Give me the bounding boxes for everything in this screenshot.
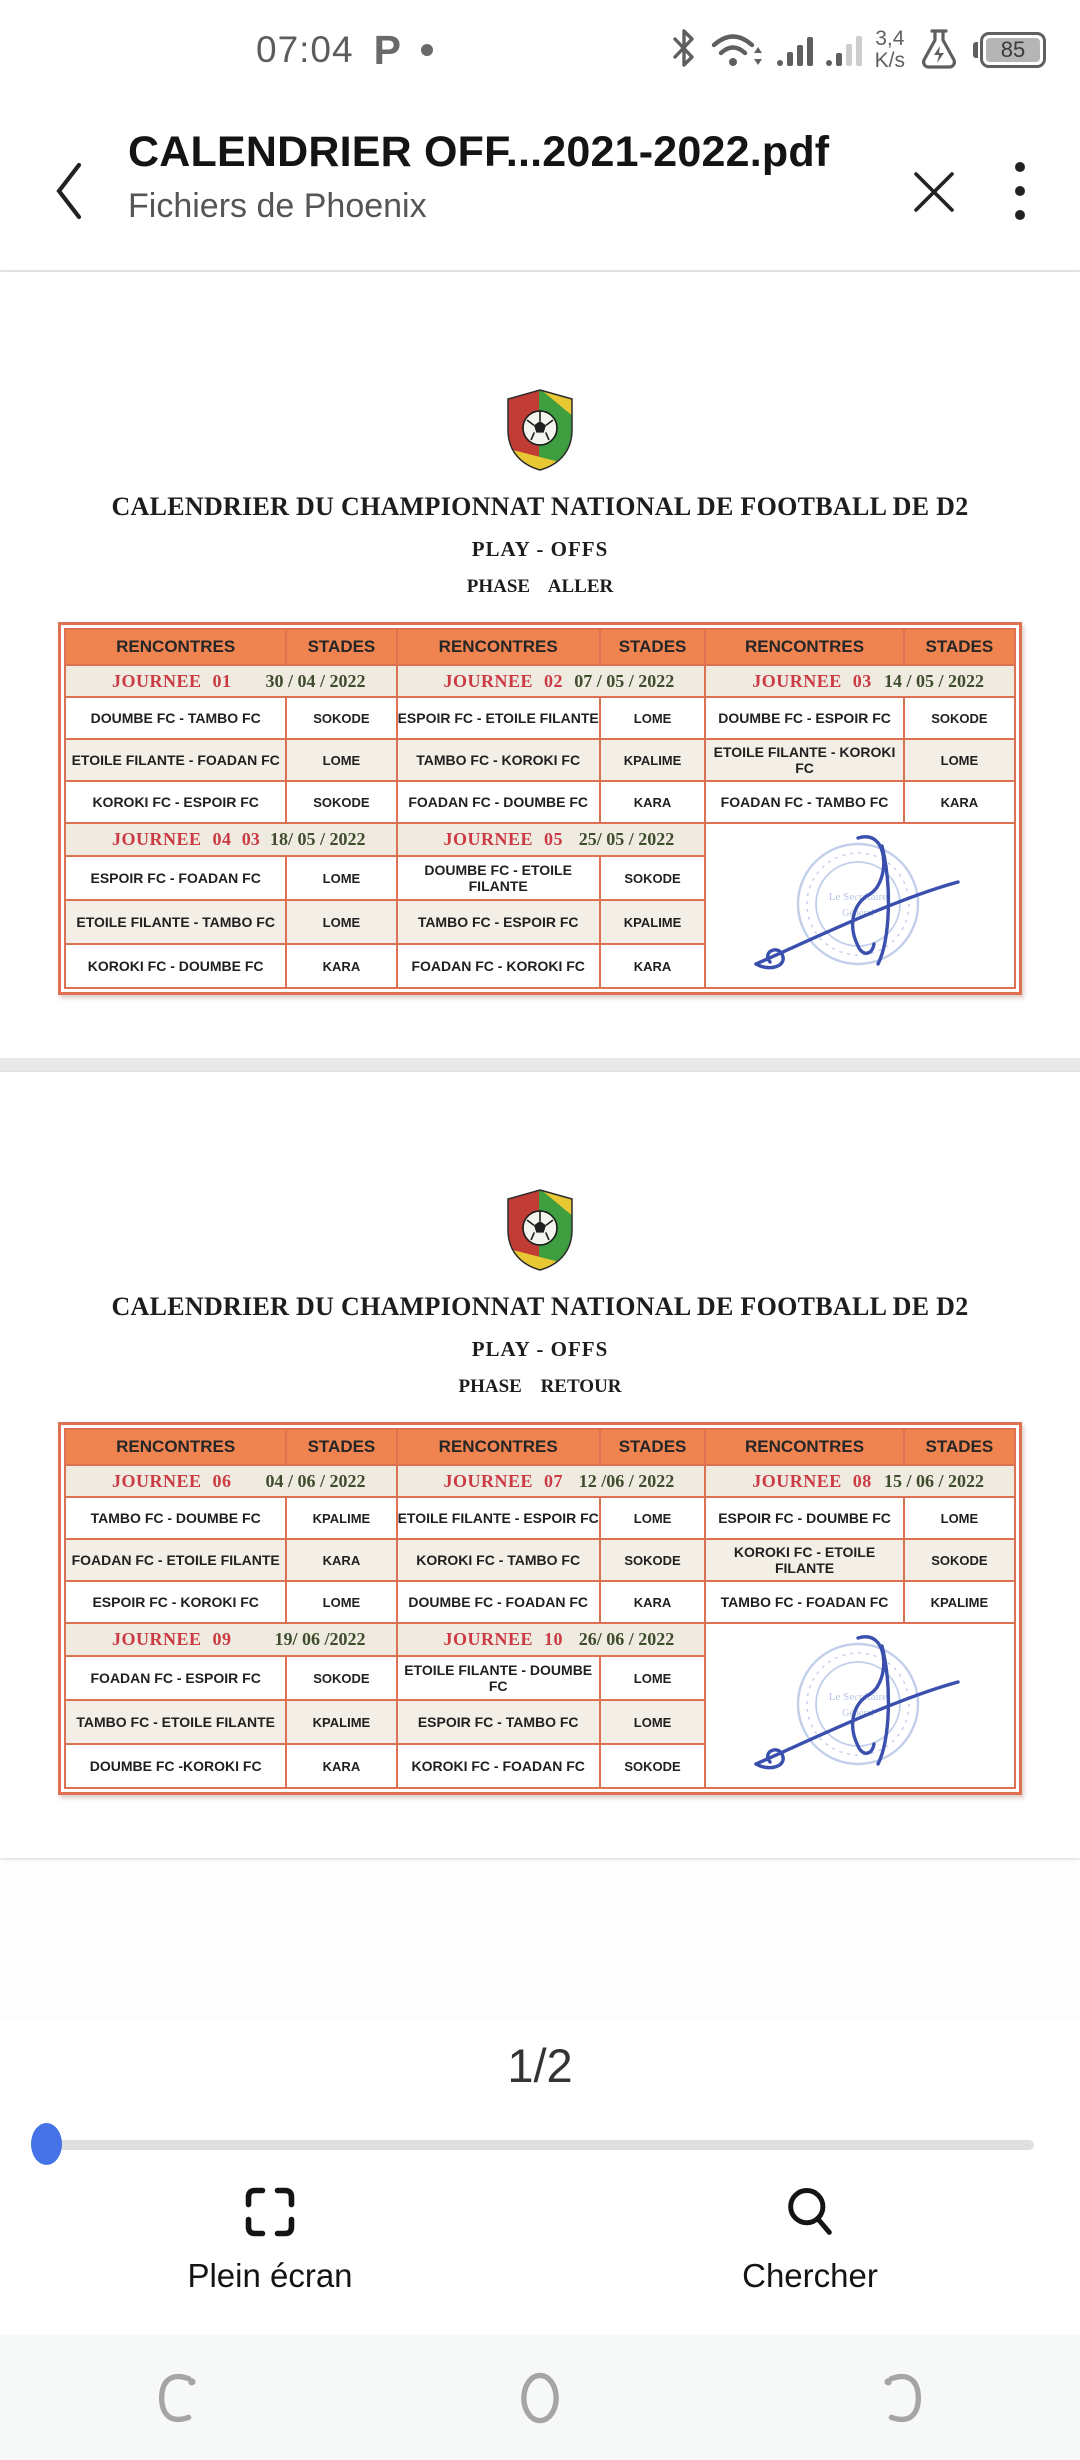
journee-label: JOURNEE 04: [112, 829, 232, 850]
stade-cell: KARA: [286, 944, 396, 988]
match-cell: FOADAN FC - KOROKI FC: [397, 944, 600, 988]
slider-track[interactable]: [48, 2140, 1034, 2150]
journee-cell: [65, 665, 397, 697]
fullscreen-label: Plein écran: [187, 2257, 353, 2294]
pdf-page: [0, 1072, 1080, 1858]
page-slider[interactable]: [0, 2123, 1080, 2167]
stade-cell: LOME: [286, 739, 396, 781]
column-header: RENCONTRES: [65, 1429, 286, 1465]
status-bar: [0, 0, 1080, 100]
journee-cell: [397, 1465, 706, 1497]
journee-inner: [398, 671, 705, 692]
journee-date: 25/ 05 / 2022: [578, 829, 675, 850]
match-cell: KOROKI FC - FOADAN FC: [397, 1744, 600, 1788]
journee-inner: [66, 671, 396, 692]
journee-inner: [66, 1471, 396, 1492]
column-header: STADES: [904, 1429, 1015, 1465]
journee-row: [65, 1623, 1015, 1656]
back-nav-button[interactable]: [840, 2353, 960, 2443]
close-button[interactable]: [904, 162, 964, 222]
stade-cell: KARA: [904, 781, 1015, 823]
recents-icon: [155, 2370, 205, 2426]
svg-text:Le Secrétaire: Le Secrétaire: [828, 891, 888, 903]
journee-label: JOURNEE 07: [443, 1470, 564, 1491]
match-cell: DOUMBE FC - FOADAN FC: [397, 1581, 600, 1623]
match-row: [65, 1497, 1015, 1539]
journee-label: JOURNEE 03: [752, 670, 872, 691]
status-right: [671, 0, 1046, 100]
journee-inner: [66, 1629, 396, 1650]
match-row: [65, 1581, 1015, 1623]
match-cell: FOADAN FC - ESPOIR FC: [65, 1656, 286, 1700]
document-title: CALENDRIER OFF...2021-2022.pdf: [128, 128, 830, 176]
journee-label: JOURNEE 05: [443, 829, 564, 850]
match-cell: KOROKI FC - DOUMBE FC: [65, 944, 286, 988]
federation-togolaise-logo-icon: [505, 1188, 575, 1272]
signal-sim2-icon: [826, 34, 862, 66]
clock: 07:04: [256, 29, 354, 70]
fullscreen-icon: [241, 2183, 299, 2241]
fixtures-table: [64, 628, 1016, 989]
page-indicator: 1/2: [507, 2039, 573, 2092]
journee-cell: [65, 1623, 397, 1656]
signature-stamp: [740, 824, 980, 982]
journee-cell: [65, 823, 397, 856]
svg-text:Général: Général: [842, 1708, 874, 1719]
overflow-menu-button[interactable]: [998, 156, 1042, 226]
federation-togolaise-logo-icon: [505, 388, 575, 472]
match-cell: ESPOIR FC - KOROKI FC: [65, 1581, 286, 1623]
stade-cell: LOME: [904, 1497, 1015, 1539]
journee-inner: [706, 671, 1014, 692]
svg-text:Le Secrétaire: Le Secrétaire: [828, 1691, 888, 1703]
battery-level: 85: [986, 38, 1040, 62]
stade-cell: SOKODE: [286, 781, 396, 823]
match-cell: DOUMBE FC -KOROKI FC: [65, 1744, 286, 1788]
match-cell: FOADAN FC - TAMBO FC: [705, 781, 904, 823]
match-cell: ESPOIR FC - TAMBO FC: [397, 1700, 600, 1744]
signature-stamp: [740, 1624, 980, 1782]
match-cell: ETOILE FILANTE - TAMBO FC: [65, 900, 286, 944]
match-cell: KOROKI FC - ESPOIR FC: [65, 781, 286, 823]
journee-date: 07 / 05 / 2022: [574, 670, 675, 691]
stade-cell: SOKODE: [600, 856, 705, 900]
match-cell: ETOILE FILANTE - FOADAN FC: [65, 739, 286, 781]
stade-cell: SOKODE: [600, 1539, 705, 1581]
pdf-pages: [0, 272, 1080, 2020]
column-header: STADES: [600, 1429, 705, 1465]
journee-inner: [66, 829, 396, 850]
journee-label: JOURNEE 10: [443, 1629, 564, 1650]
table-header-row: [65, 1429, 1015, 1465]
journee-label: JOURNEE 09: [112, 1629, 232, 1650]
journee-date: 26/ 06 / 2022: [578, 1629, 675, 1650]
phoenix-notification-icon: P: [373, 26, 401, 73]
stade-cell: SOKODE: [600, 1744, 705, 1788]
journee-date: 19/ 06 /2022: [274, 1629, 366, 1650]
match-cell: FOADAN FC - DOUMBE FC: [397, 781, 600, 823]
stade-cell: LOME: [600, 1656, 705, 1700]
search-icon: [781, 2183, 839, 2241]
app-header: [0, 100, 1080, 272]
journee-note: 03: [241, 829, 260, 850]
svg-text:Général: Général: [842, 908, 874, 919]
column-header: STADES: [286, 1429, 396, 1465]
match-cell: TAMBO FC - ETOILE FILANTE: [65, 1700, 286, 1744]
search-button[interactable]: [540, 2183, 1080, 2295]
stade-cell: LOME: [286, 1581, 396, 1623]
stade-cell: LOME: [600, 697, 705, 739]
signature-cell: [705, 823, 1015, 988]
journee-row: [65, 665, 1015, 697]
stade-cell: KARA: [600, 944, 705, 988]
match-row: [65, 739, 1015, 781]
journee-inner: [398, 829, 705, 850]
match-cell: FOADAN FC - ETOILE FILANTE: [65, 1539, 286, 1581]
match-cell: DOUMBE FC - ETOILE FILANTE: [397, 856, 600, 900]
signal-sim1-icon: [777, 34, 813, 66]
match-cell: TAMBO FC - KOROKI FC: [397, 739, 600, 781]
slider-thumb[interactable]: [31, 2123, 62, 2165]
journee-inner: [398, 1629, 705, 1650]
journee-date: 04 / 06 / 2022: [265, 1470, 366, 1491]
match-cell: TAMBO FC - DOUMBE FC: [65, 1497, 286, 1539]
journee-cell: [397, 823, 706, 856]
journee-label: JOURNEE 08: [752, 1470, 872, 1491]
journee-row: [65, 1465, 1015, 1497]
stade-cell: LOME: [600, 1497, 705, 1539]
column-header: RENCONTRES: [705, 629, 904, 665]
stade-cell: KARA: [286, 1744, 396, 1788]
home-icon: [515, 2370, 565, 2426]
journee-label: JOURNEE 06: [112, 1470, 232, 1491]
search-label: Chercher: [742, 2257, 878, 2294]
stade-cell: LOME: [286, 856, 396, 900]
journee-row: [65, 823, 1015, 856]
match-cell: TAMBO FC - ESPOIR FC: [397, 900, 600, 944]
journee-cell: [65, 1465, 397, 1497]
network-speed: 3,4 K/s: [874, 26, 905, 72]
match-cell: DOUMBE FC - TAMBO FC: [65, 697, 286, 739]
stade-cell: LOME: [904, 739, 1015, 781]
match-row: [65, 781, 1015, 823]
stade-cell: KARA: [600, 1581, 705, 1623]
match-cell: KOROKI FC - TAMBO FC: [397, 1539, 600, 1581]
signature-cell: [705, 1623, 1015, 1788]
viewer-footer: [0, 2020, 1080, 2335]
stade-cell: SOKODE: [904, 1539, 1015, 1581]
fixtures-table-frame: [58, 622, 1022, 995]
journee-inner: [398, 1471, 705, 1492]
fixtures-table: [64, 1428, 1016, 1789]
playoffs-subtitle: PLAY - OFFS: [471, 1337, 609, 1361]
calendar-title: CALENDRIER DU CHAMPIONNAT NATIONAL DE FOOTBALL DE D2: [111, 1292, 969, 1321]
stade-cell: KARA: [600, 781, 705, 823]
match-cell: ESPOIR FC - ETOILE FILANTE: [397, 697, 600, 739]
stade-cell: SOKODE: [286, 697, 396, 739]
match-cell: TAMBO FC - FOADAN FC: [705, 1581, 904, 1623]
stade-cell: LOME: [286, 900, 396, 944]
column-header: RENCONTRES: [397, 1429, 600, 1465]
navigation-bar: [0, 2335, 1080, 2460]
column-header: RENCONTRES: [705, 1429, 904, 1465]
battery-icon: [973, 32, 1046, 68]
stade-cell: KPALIME: [286, 1700, 396, 1744]
stade-cell: LOME: [600, 1700, 705, 1744]
stade-cell: SOKODE: [904, 697, 1015, 739]
bluetooth-icon: [671, 25, 697, 76]
notification-dot-icon: [421, 44, 433, 56]
lab-mode-icon: [918, 26, 960, 75]
journee-label: JOURNEE 01: [112, 670, 232, 691]
column-header: STADES: [904, 629, 1015, 665]
match-cell: ETOILE FILANTE - ESPOIR FC: [397, 1497, 600, 1539]
page-gap: [0, 1058, 1080, 1072]
back-nav-icon: [875, 2370, 925, 2426]
header-texts: [128, 128, 828, 226]
journee-date: 18/ 05 / 2022: [270, 829, 366, 850]
table-header-row: [65, 629, 1015, 665]
wifi-icon: [710, 27, 764, 74]
home-button[interactable]: [480, 2353, 600, 2443]
journee-cell: [705, 1465, 1015, 1497]
journee-cell: [705, 665, 1015, 697]
journee-cell: [397, 1623, 706, 1656]
column-header: STADES: [600, 629, 705, 665]
app-name: Fichiers de Phoenix: [128, 187, 427, 225]
stade-cell: KPALIME: [286, 1497, 396, 1539]
status-left: [256, 0, 433, 100]
match-cell: KOROKI FC - ETOILE FILANTE: [705, 1539, 904, 1581]
recents-button[interactable]: [120, 2353, 240, 2443]
match-cell: ESPOIR FC - DOUMBE FC: [705, 1497, 904, 1539]
journee-cell: [397, 665, 706, 697]
journee-date: 14 / 05 / 2022: [883, 670, 984, 691]
journee-date: 12 /06 / 2022: [578, 1470, 675, 1491]
column-header: STADES: [286, 629, 396, 665]
calendar-title: CALENDRIER DU CHAMPIONNAT NATIONAL DE FOOTBALL DE D2: [111, 492, 969, 521]
match-cell: ETOILE FILANTE - DOUMBE FC: [397, 1656, 600, 1700]
column-header: RENCONTRES: [65, 629, 286, 665]
stade-cell: KARA: [286, 1539, 396, 1581]
match-cell: ETOILE FILANTE - KOROKI FC: [705, 739, 904, 781]
phase-label: PHASE RETOUR: [458, 1376, 622, 1397]
journee-label: JOURNEE 02: [443, 670, 564, 691]
stade-cell: SOKODE: [286, 1656, 396, 1700]
footer-actions: [0, 2183, 1080, 2295]
journee-date: 30 / 04 / 2022: [265, 670, 366, 691]
stade-cell: KPALIME: [600, 900, 705, 944]
stade-cell: KPALIME: [904, 1581, 1015, 1623]
fullscreen-button[interactable]: [0, 2183, 540, 2295]
phase-label: PHASE ALLER: [466, 576, 614, 597]
stade-cell: KPALIME: [600, 739, 705, 781]
match-cell: ESPOIR FC - FOADAN FC: [65, 856, 286, 900]
match-row: [65, 1539, 1015, 1581]
match-row: [65, 697, 1015, 739]
journee-inner: [706, 1471, 1014, 1492]
fixtures-table-frame: [58, 1422, 1022, 1795]
journee-date: 15 / 06 / 2022: [883, 1470, 984, 1491]
pdf-page: [0, 272, 1080, 1058]
match-cell: DOUMBE FC - ESPOIR FC: [705, 697, 904, 739]
column-header: RENCONTRES: [397, 629, 600, 665]
playoffs-subtitle: PLAY - OFFS: [471, 537, 609, 561]
back-button[interactable]: [44, 156, 94, 226]
